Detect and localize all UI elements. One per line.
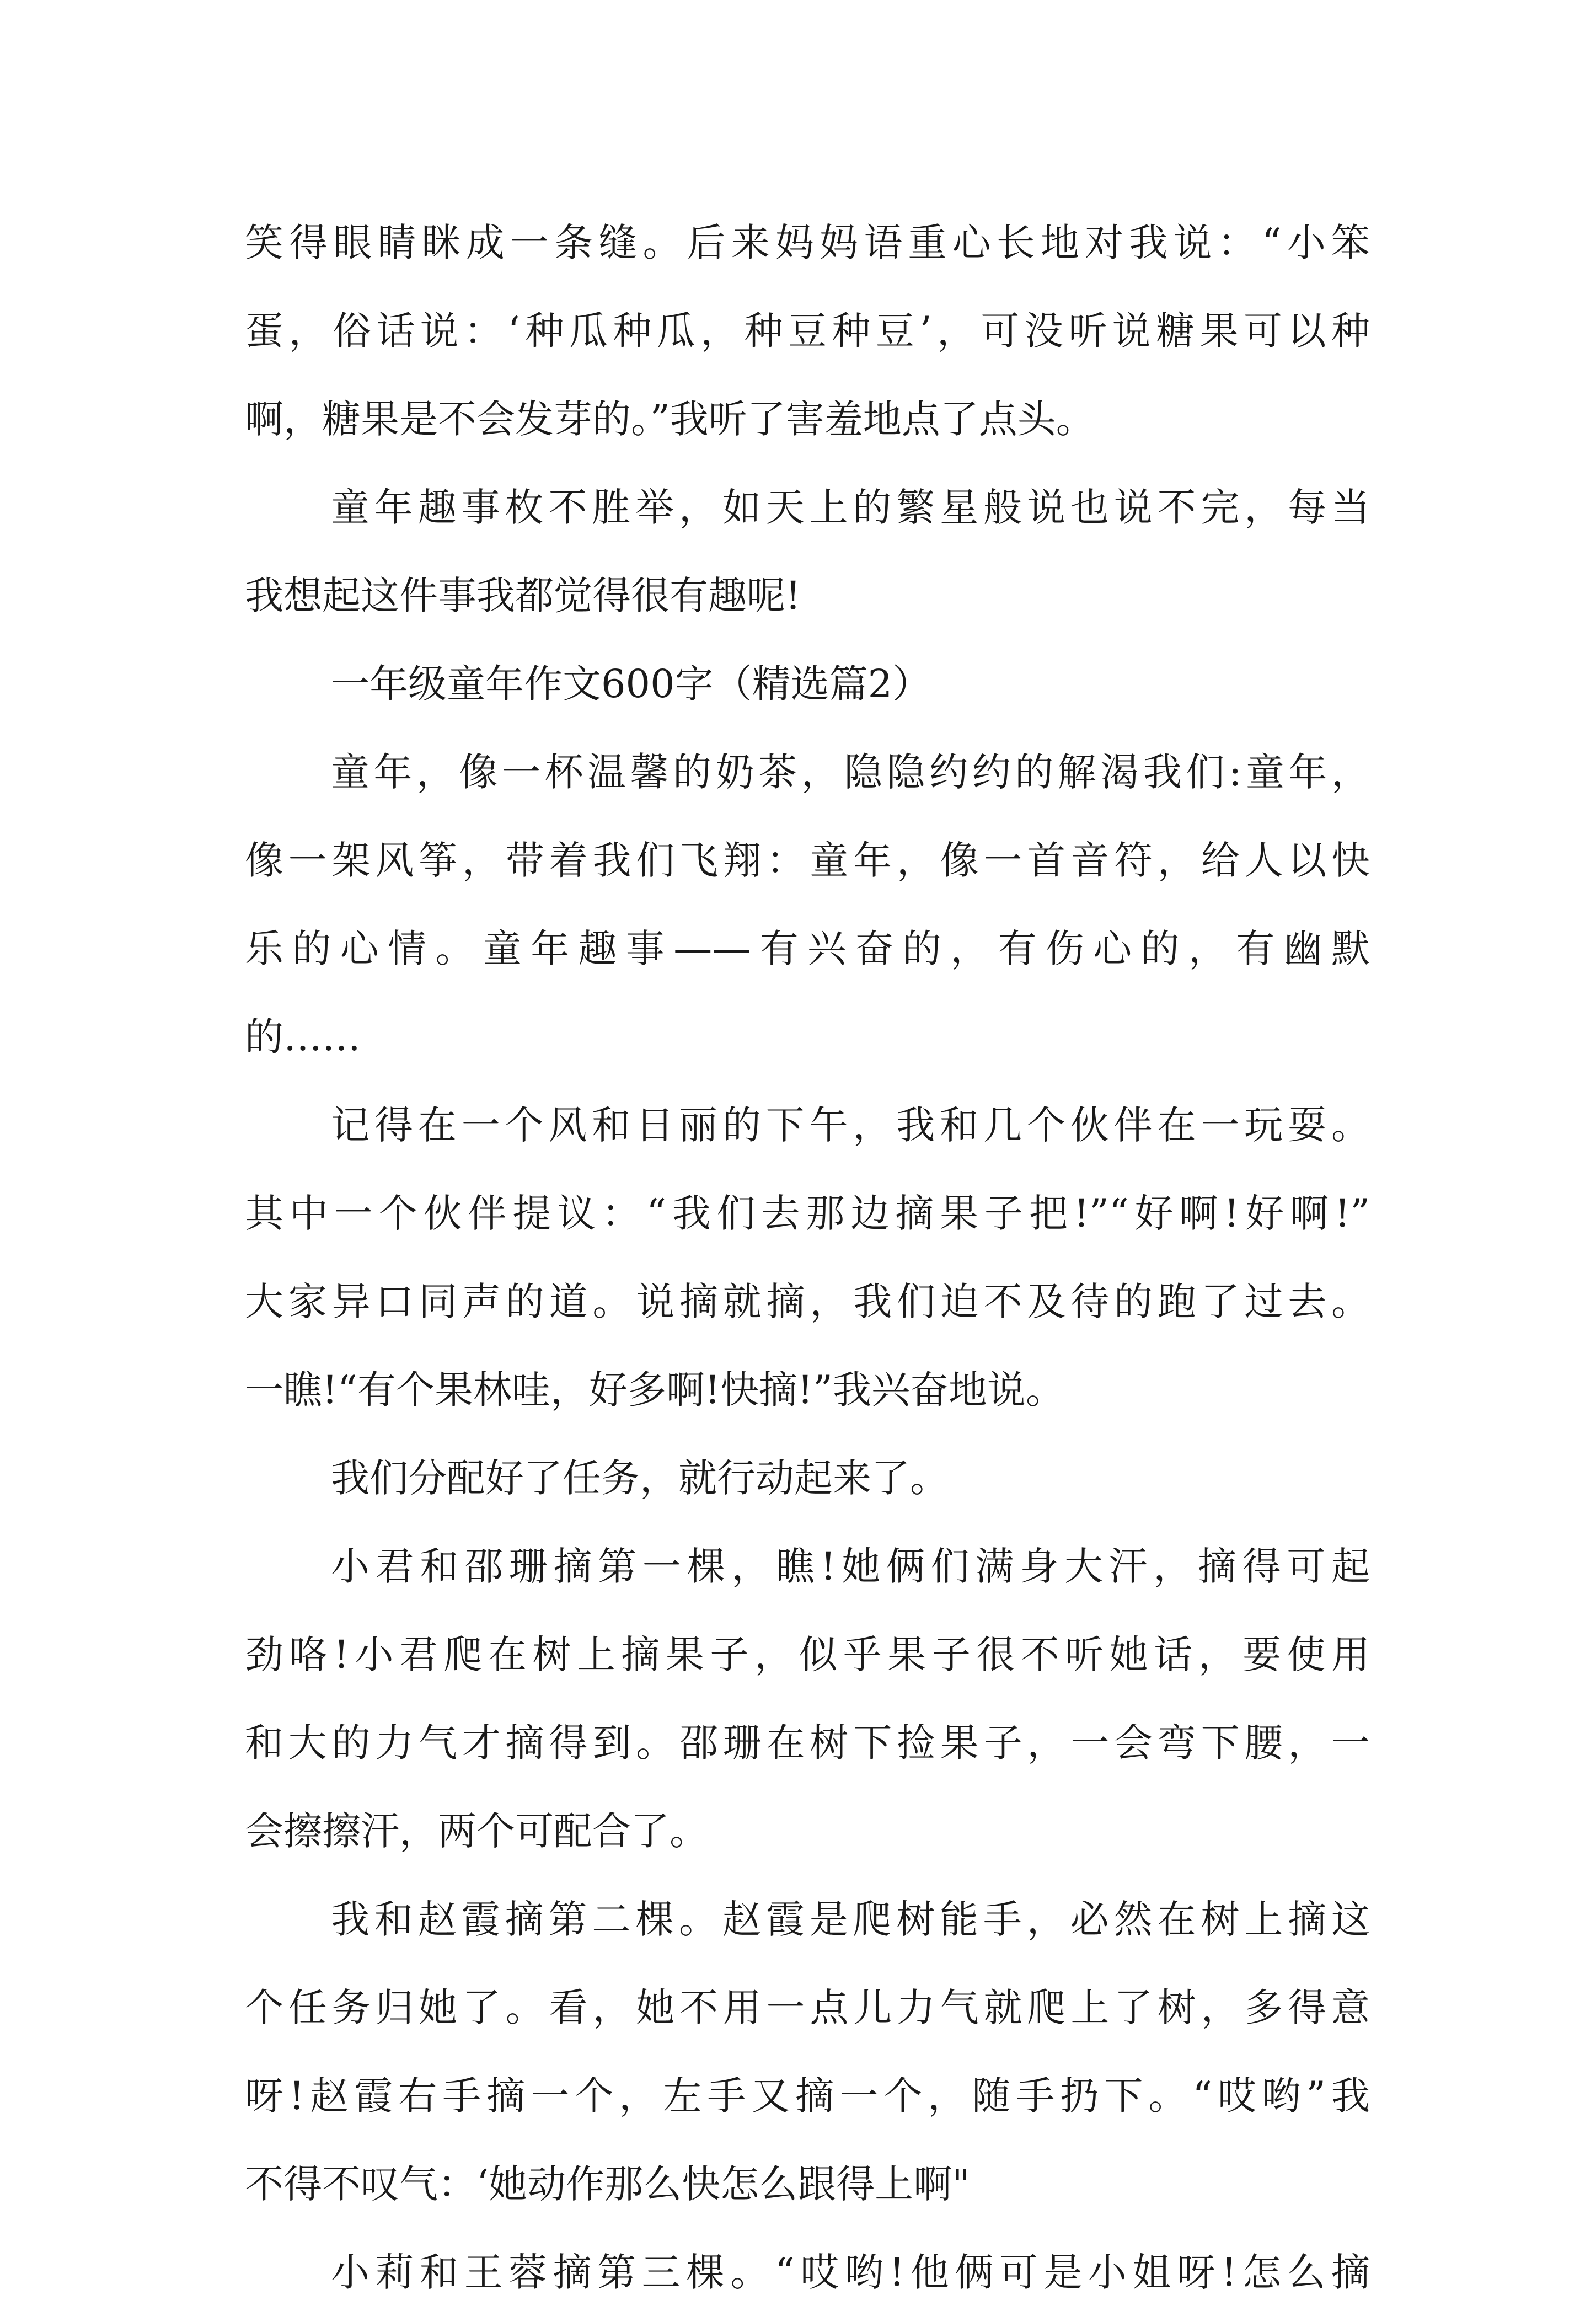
text-line: 我想起这件事我都觉得很有趣呢!	[245, 573, 801, 618]
text-line: 的……	[245, 1014, 361, 1060]
text-line: 笑得眼睛眯成一条缝。后来妈妈语重心长地对我说：“小笨	[245, 220, 1370, 265]
text-line: 蛋，俗话说：‘种瓜种瓜，种豆种豆’，可没听说糖果可以种	[245, 308, 1370, 354]
text-line: 小君和邵珊摘第一棵，瞧!她俩们满身大汗，摘得可起	[331, 1544, 1370, 1589]
section-heading: 一年级童年作文600字（精选篇2）	[331, 661, 931, 707]
text-line: 个任务归她了。看，她不用一点儿力气就爬上了树，多得意	[245, 1985, 1370, 2030]
text-line: 会擦擦汗，两个可配合了。	[245, 1809, 708, 1854]
text-line: 大家异口同声的道。说摘就摘，我们迫不及待的跑了过去。	[245, 1279, 1370, 1324]
text-line: 像一架风筝，带着我们飞翔：童年，像一首音符，给人以快	[245, 838, 1370, 883]
text-line: 我们分配好了任务，就行动起来了。	[331, 1456, 949, 1501]
text-line: 不得不叹气：‘她动作那么快怎么跟得上啊"	[245, 2162, 970, 2207]
text-line: 一瞧!“有个果林哇，好多啊!快摘!”我兴奋地说。	[245, 1367, 1064, 1413]
text-line: 我和赵霞摘第二棵。赵霞是爬树能手，必然在树上摘这	[331, 1897, 1370, 1942]
text-line: 劲咯!小君爬在树上摘果子，似乎果子很不听她话，要使用	[245, 1632, 1370, 1677]
text-line: 其中一个伙伴提议：“我们去那边摘果子把!”“好啊!好啊!”	[245, 1191, 1370, 1236]
text-line: 小莉和王蓉摘第三棵。“哎哟!他俩可是小姐呀!怎么摘	[331, 2250, 1370, 2295]
text-line: 童年，像一杯温馨的奶茶，隐隐约约的解渴我们:童年，	[331, 750, 1370, 795]
text-line: 记得在一个风和日丽的下午，我和几个伙伴在一玩耍。	[331, 1103, 1370, 1148]
text-line: 和大的力气才摘得到。邵珊在树下捡果子，一会弯下腰，一	[245, 1720, 1370, 1766]
text-line: 乐的心情。童年趣事——有兴奋的，有伤心的，有幽默	[245, 926, 1370, 971]
text-line: 啊，糖果是不会发芽的。”我听了害羞地点了点头。	[245, 397, 1095, 442]
text-line: 呀!赵霞右手摘一个，左手又摘一个，随手扔下。“哎哟”我	[245, 2073, 1370, 2119]
text-line: 童年趣事枚不胜举，如天上的繁星般说也说不完，每当	[331, 485, 1370, 530]
